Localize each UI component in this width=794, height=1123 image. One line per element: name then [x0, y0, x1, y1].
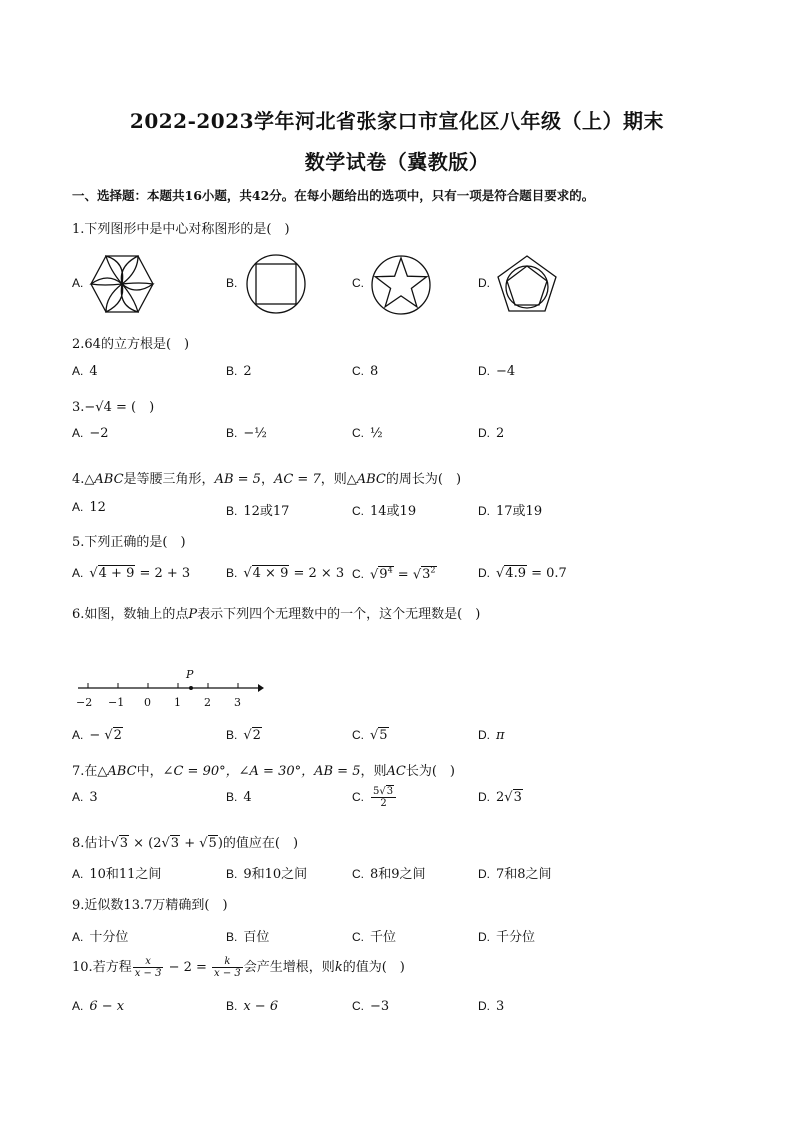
option-2a: A. 4: [72, 364, 98, 379]
option-6a: A. − √2: [72, 728, 122, 743]
question-8: 8.估计√3 × (2√3 + √5)的值应在( ): [72, 836, 299, 851]
hexagon-flower-icon: [90, 252, 154, 316]
option-10d: D. 3: [478, 999, 505, 1014]
option-3a: A. −2: [72, 426, 109, 441]
option-9d: D. 千分位: [478, 930, 536, 945]
question-2: 2.64的立方根是( ): [72, 337, 190, 352]
option-2b: B. 2: [226, 364, 252, 379]
option-1a: A.: [72, 276, 84, 290]
tick-label: −1: [108, 696, 125, 709]
option-5b: B. √4 × 9 = 2 × 3: [226, 566, 345, 581]
option-5a: A. √4 + 9 = 2 + 3: [72, 566, 191, 581]
option-4a: A. 12: [72, 500, 106, 515]
option-4c: C. 14或19: [352, 504, 417, 519]
option-1d: D.: [478, 276, 490, 290]
tick-label: 1: [174, 696, 181, 709]
option-7b: B. 4: [226, 790, 252, 805]
circle-star-icon: [371, 255, 431, 315]
tick-label: 2: [204, 696, 211, 709]
page-subtitle: 数学试卷（冀教版）: [304, 150, 490, 174]
option-10b: B. x − 6: [226, 999, 279, 1014]
question-10: 10.若方程 $\frac{x}{x - 3}$ − 2 = $\frac{k}{x - 3}$ 会产生增根，则k的值为( ): [72, 956, 405, 979]
option-9c: C. 千位: [352, 930, 397, 945]
point-p-label: P: [186, 668, 194, 681]
option-6c: C. √5: [352, 728, 388, 743]
option-5c: C. $√9^4 = √3^2$: [352, 566, 436, 583]
page-title: 2022-2023学年河北省张家口市宣化区八年级（上）期末: [129, 109, 665, 133]
question-4: 4.△ABC是等腰三角形，AB = 5，AC = 7，则△ABC的周长为( ): [72, 472, 462, 487]
option-7d: D. 2√3: [478, 790, 522, 805]
tick-label: 3: [234, 696, 241, 709]
question-3: 3.−√4 = ( ): [72, 400, 155, 415]
option-3b: B. −½: [226, 426, 267, 441]
option-8a: A. 10和11之间: [72, 867, 162, 882]
option-10c: C. −3: [352, 999, 390, 1014]
option-6b: B. √2: [226, 728, 261, 743]
option-4d: D. 17或19: [478, 504, 543, 519]
option-4b: B. 12或17: [226, 504, 290, 519]
option-2d: D. −4: [478, 364, 516, 379]
option-1c: C.: [352, 276, 364, 290]
option-1b: B.: [226, 276, 238, 290]
question-6: 6.如图，数轴上的点P表示下列四个无理数中的一个，这个无理数是( ): [72, 607, 481, 622]
question-5: 5.下列正确的是( ): [72, 535, 186, 550]
pentagon-circle-icon: [496, 254, 558, 314]
option-8b: B. 9和10之间: [226, 867, 308, 882]
option-9b: B. 百位: [226, 930, 270, 945]
option-10a: A. 6 − x: [72, 999, 125, 1014]
option-8d: D. 7和8之间: [478, 867, 552, 882]
question-7: 7.在△ABC中，∠C = 90°，∠A = 30°，AB = 5，则AC长为( ): [72, 764, 455, 779]
option-7c: C. $\frac{5√3}{2}$: [352, 786, 397, 809]
option-6d: D. π: [478, 728, 505, 743]
option-9a: A. 十分位: [72, 930, 129, 945]
tick-label: −2: [76, 696, 93, 709]
option-7a: A. 3: [72, 790, 98, 805]
option-3d: D. 2: [478, 426, 505, 441]
option-2c: C. 8: [352, 364, 379, 379]
question-1: 1.下列图形中是中心对称图形的是( ): [72, 222, 290, 237]
tick-label: 0: [144, 696, 151, 709]
option-3c: C. ½: [352, 426, 383, 441]
number-line: [72, 664, 272, 714]
option-5d: D. √4.9 = 0.7: [478, 566, 567, 581]
option-8c: C. 8和9之间: [352, 867, 426, 882]
question-9: 9.近似数13.7万精确到( ): [72, 898, 228, 913]
circle-square-icon: [246, 254, 306, 314]
section-heading: 一、选择题：本题共16小题，共42分。在每小题给出的选项中，只有一项是符合题目要求的。: [72, 188, 595, 203]
